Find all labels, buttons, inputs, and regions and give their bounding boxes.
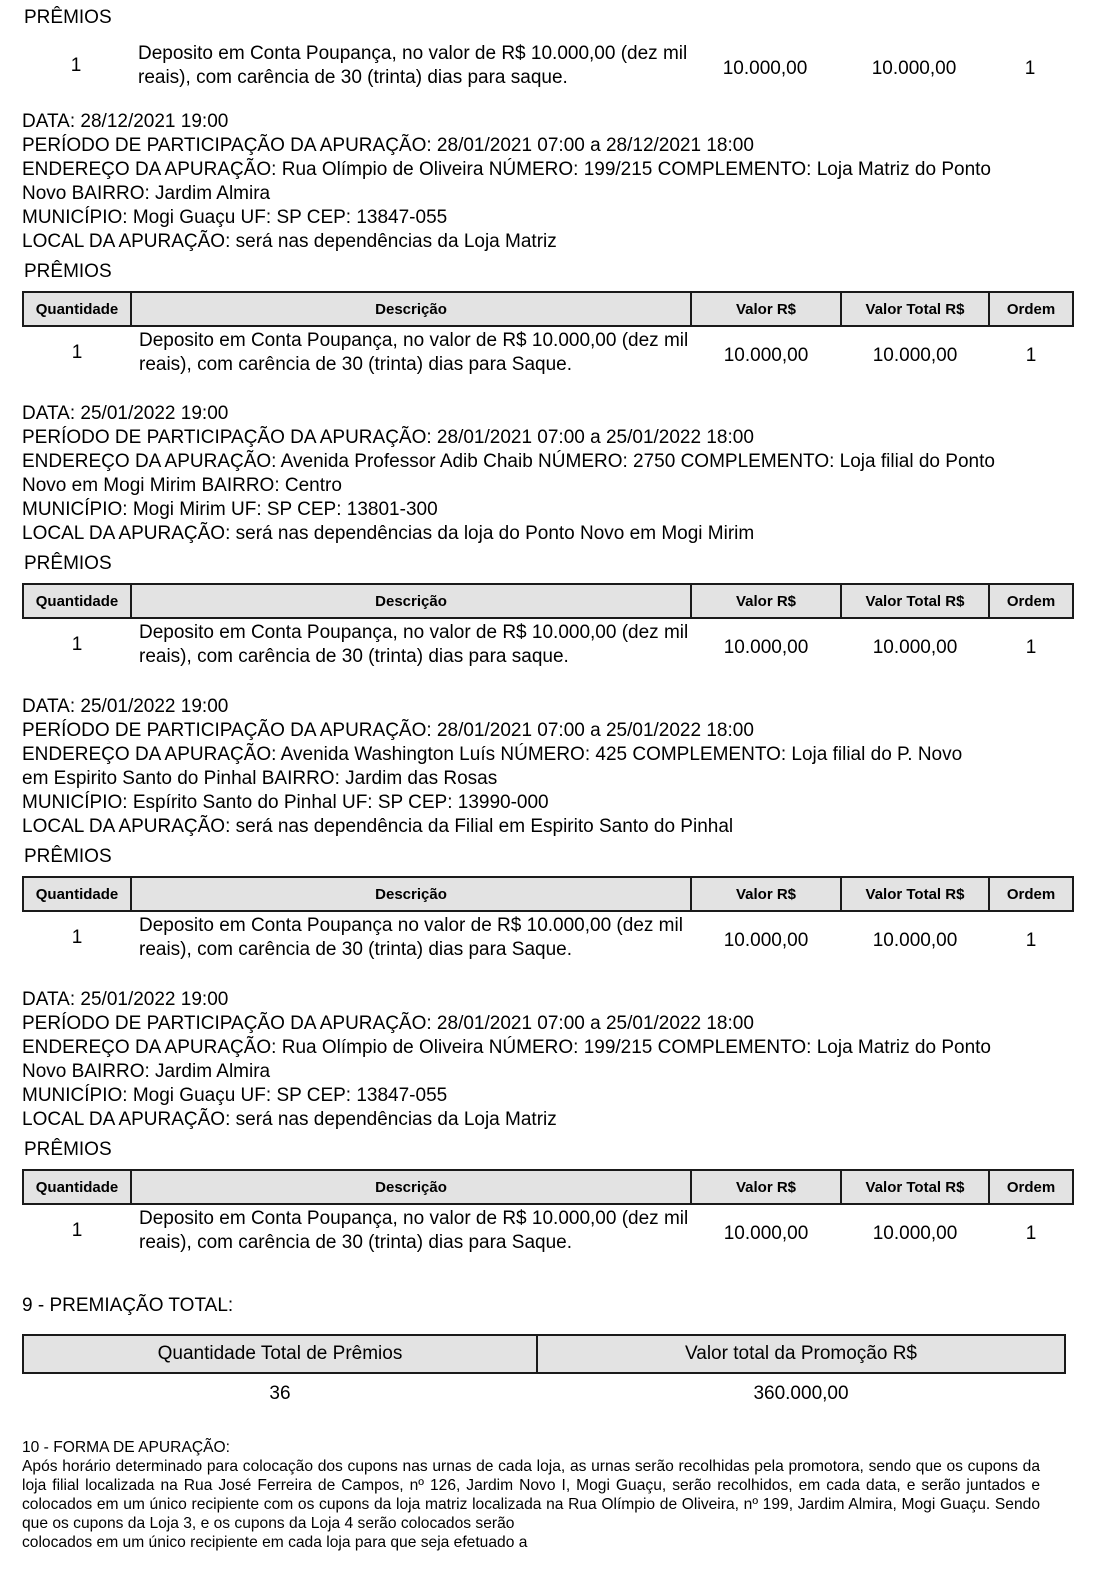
draw-date: DATA: 25/01/2022 19:00: [22, 989, 229, 1010]
header-descricao: Descrição: [131, 877, 691, 911]
prize-table: [22, 291, 1074, 379]
draw-section-2: [22, 402, 1078, 671]
prize-section-top: [22, 6, 1078, 92]
header-quantidade: Quantidade: [23, 292, 131, 326]
table-header-row: [23, 1335, 1065, 1373]
order-cell: 1: [1025, 345, 1037, 366]
order-cell: 1: [1025, 1223, 1037, 1244]
table-header-row: [23, 292, 1073, 326]
description-cell: Deposito em Conta Poupança, no valor de R$ 10.000,00 (dez mil reais), com carência de 30 (trinta) dias para Saque.: [139, 1208, 689, 1253]
prize-table: [22, 876, 1074, 964]
premios-label: PRÊMIOS: [24, 1139, 112, 1160]
table-row: [23, 326, 1073, 379]
draw-municipality: MUNICÍPIO: Espírito Santo do Pinhal UF: SP CEP: 13990-000: [22, 792, 549, 813]
header-total-valor: Valor total da Promoção R$: [537, 1335, 1065, 1373]
draw-address: ENDEREÇO DA APURAÇÃO: Avenida Professor Adib Chaib NÚMERO: 2750 COMPLEMENTO: Loja filial do Ponto: [22, 451, 995, 472]
total-value-cell: 10.000,00: [871, 58, 957, 79]
draw-date: DATA: 28/12/2021 19:00: [22, 111, 229, 132]
value-cell: 10.000,00: [723, 345, 809, 366]
draw-municipality: MUNICÍPIO: Mogi Guaçu UF: SP CEP: 13847-055: [22, 207, 448, 228]
description-cell: Deposito em Conta Poupança no valor de R$ 10.000,00 (dez mil reais), com carência de 30 (trinta) dias para Saque.: [139, 915, 683, 960]
total-value-cell: 10.000,00: [872, 930, 958, 951]
premios-label: PRÊMIOS: [24, 846, 112, 867]
header-valor: Valor R$: [691, 877, 841, 911]
header-valor-total: Valor Total R$: [841, 877, 989, 911]
body-paragraph: Após horário determinado para colocação dos cupons nas urnas de cada loja, as urnas serão recolhidas pela promotora, sendo que os cupons da loja filial localizada na Rua José Ferreira de Campos, nº 126, Jardim Novo I, Mogi Guaçu, serão recolhidos, em cada data, e serão juntados e colocados em um único recipiente com os cupons da loja matriz localizada na Rua Olímpio de Oliveira, nº 199, Jardim Almira, Mogi Guaçu. Sendo que os cupons da Loja 3, e os cupons da Loja 4 serão colocados serão: [22, 1458, 1040, 1532]
header-descricao: Descrição: [131, 1170, 691, 1204]
total-value-cell: 10.000,00: [872, 637, 958, 658]
draw-section-1: [22, 110, 1078, 379]
section-title-premiacao-total: 9 - PREMIAÇÃO TOTAL:: [22, 1295, 234, 1316]
value-cell: 10.000,00: [723, 637, 809, 658]
qty-cell: 1: [70, 55, 82, 76]
header-quantidade: Quantidade: [23, 1170, 131, 1204]
draw-location: LOCAL DA APURAÇÃO: será nas dependências da loja do Ponto Novo em Mogi Mirim: [22, 523, 755, 544]
description-cell: Deposito em Conta Poupança, no valor de R$ 10.000,00 (dez mil reais), com carência de 30 (trinta) dias para saque.: [139, 622, 689, 667]
order-cell: 1: [1024, 58, 1036, 79]
header-valor: Valor R$: [691, 1170, 841, 1204]
table-row: [23, 618, 1073, 671]
qty-cell: 1: [71, 634, 83, 655]
value-cell: 10.000,00: [723, 1223, 809, 1244]
draw-address-cont: em Espirito Santo do Pinhal BAIRRO: Jardim das Rosas: [22, 768, 498, 789]
description-cell: Deposito em Conta Poupança, no valor de R$ 10.000,00 (dez mil reais), com carência de 30 (trinta) dias para Saque.: [139, 330, 689, 375]
body-paragraph-last-line: colocados em um único recipiente em cada loja para que seja efetuado a: [22, 1534, 528, 1551]
table-header-row: [23, 1170, 1073, 1204]
draw-municipality: MUNICÍPIO: Mogi Guaçu UF: SP CEP: 13847-055: [22, 1085, 448, 1106]
section-title-forma-apuracao: 10 - FORMA DE APURAÇÃO:: [22, 1439, 230, 1456]
total-quantity-cell: 36: [269, 1383, 291, 1404]
header-valor: Valor R$: [691, 584, 841, 618]
table-row: [23, 911, 1073, 964]
total-value-cell: 10.000,00: [872, 345, 958, 366]
draw-period: PERÍODO DE PARTICIPAÇÃO DA APURAÇÃO: 28/01/2021 07:00 a 28/12/2021 18:00: [22, 135, 754, 156]
prize-table: [22, 583, 1074, 671]
value-cell: 10.000,00: [723, 930, 809, 951]
draw-section-3: [22, 695, 1078, 964]
table-row: [23, 1204, 1073, 1257]
qty-cell: 1: [71, 342, 83, 363]
qty-cell: 1: [71, 927, 83, 948]
draw-address: ENDEREÇO DA APURAÇÃO: Rua Olímpio de Oliveira NÚMERO: 199/215 COMPLEMENTO: Loja Matriz do Ponto: [22, 1037, 991, 1058]
qty-cell: 1: [71, 1220, 83, 1241]
header-quantidade: Quantidade: [23, 584, 131, 618]
draw-date: DATA: 25/01/2022 19:00: [22, 696, 229, 717]
draw-address-cont: Novo em Mogi Mirim BAIRRO: Centro: [22, 475, 342, 496]
draw-municipality: MUNICÍPIO: Mogi Mirim UF: SP CEP: 13801-300: [22, 499, 438, 520]
header-ordem: Ordem: [989, 877, 1073, 911]
draw-period: PERÍODO DE PARTICIPAÇÃO DA APURAÇÃO: 28/01/2021 07:00 a 25/01/2022 18:00: [22, 720, 754, 741]
total-value-cell: 10.000,00: [872, 1223, 958, 1244]
header-quantidade: Quantidade: [23, 877, 131, 911]
total-value-cell: 360.000,00: [753, 1383, 849, 1404]
premios-label: PRÊMIOS: [24, 261, 112, 282]
draw-period: PERÍODO DE PARTICIPAÇÃO DA APURAÇÃO: 28/01/2021 07:00 a 25/01/2022 18:00: [22, 1013, 754, 1034]
header-valor-total: Valor Total R$: [841, 584, 989, 618]
table-row: [23, 1373, 1065, 1414]
header-valor-total: Valor Total R$: [841, 292, 989, 326]
header-total-quantidade: Quantidade Total de Prêmios: [23, 1335, 537, 1373]
header-descricao: Descrição: [131, 584, 691, 618]
draw-section-4: [22, 988, 1078, 1257]
draw-location: LOCAL DA APURAÇÃO: será nas dependência da Filial em Espirito Santo do Pinhal: [22, 816, 734, 837]
header-descricao: Descrição: [131, 292, 691, 326]
draw-address: ENDEREÇO DA APURAÇÃO: Rua Olímpio de Oliveira NÚMERO: 199/215 COMPLEMENTO: Loja Matriz do Ponto: [22, 159, 991, 180]
description-cell: Deposito em Conta Poupança, no valor de R$ 10.000,00 (dez mil reais), com carência de 30 (trinta) dias para saque.: [138, 43, 688, 88]
draw-location: LOCAL DA APURAÇÃO: será nas dependências da Loja Matriz: [22, 231, 557, 252]
section-forma-apuracao: [22, 1438, 1040, 1552]
order-cell: 1: [1025, 930, 1037, 951]
table-header-row: [23, 584, 1073, 618]
value-cell: 10.000,00: [722, 58, 808, 79]
draw-address: ENDEREÇO DA APURAÇÃO: Avenida Washington Luís NÚMERO: 425 COMPLEMENTO: Loja filial do P. Novo: [22, 744, 963, 765]
header-ordem: Ordem: [989, 584, 1073, 618]
header-ordem: Ordem: [989, 292, 1073, 326]
draw-date: DATA: 25/01/2022 19:00: [22, 403, 229, 424]
header-ordem: Ordem: [989, 1170, 1073, 1204]
draw-location: LOCAL DA APURAÇÃO: será nas dependências da Loja Matriz: [22, 1109, 557, 1130]
total-prizes-table: [22, 1334, 1066, 1414]
prize-table: [22, 40, 1072, 92]
prize-table: [22, 1169, 1074, 1257]
premios-label: PRÊMIOS: [24, 553, 112, 574]
premios-label: PRÊMIOS: [24, 7, 112, 28]
table-row: [22, 40, 1072, 92]
header-valor-total: Valor Total R$: [841, 1170, 989, 1204]
table-header-row: [23, 877, 1073, 911]
draw-address-cont: Novo BAIRRO: Jardim Almira: [22, 1061, 271, 1082]
draw-address-cont: Novo BAIRRO: Jardim Almira: [22, 183, 271, 204]
order-cell: 1: [1025, 637, 1037, 658]
draw-period: PERÍODO DE PARTICIPAÇÃO DA APURAÇÃO: 28/01/2021 07:00 a 25/01/2022 18:00: [22, 427, 754, 448]
header-valor: Valor R$: [691, 292, 841, 326]
